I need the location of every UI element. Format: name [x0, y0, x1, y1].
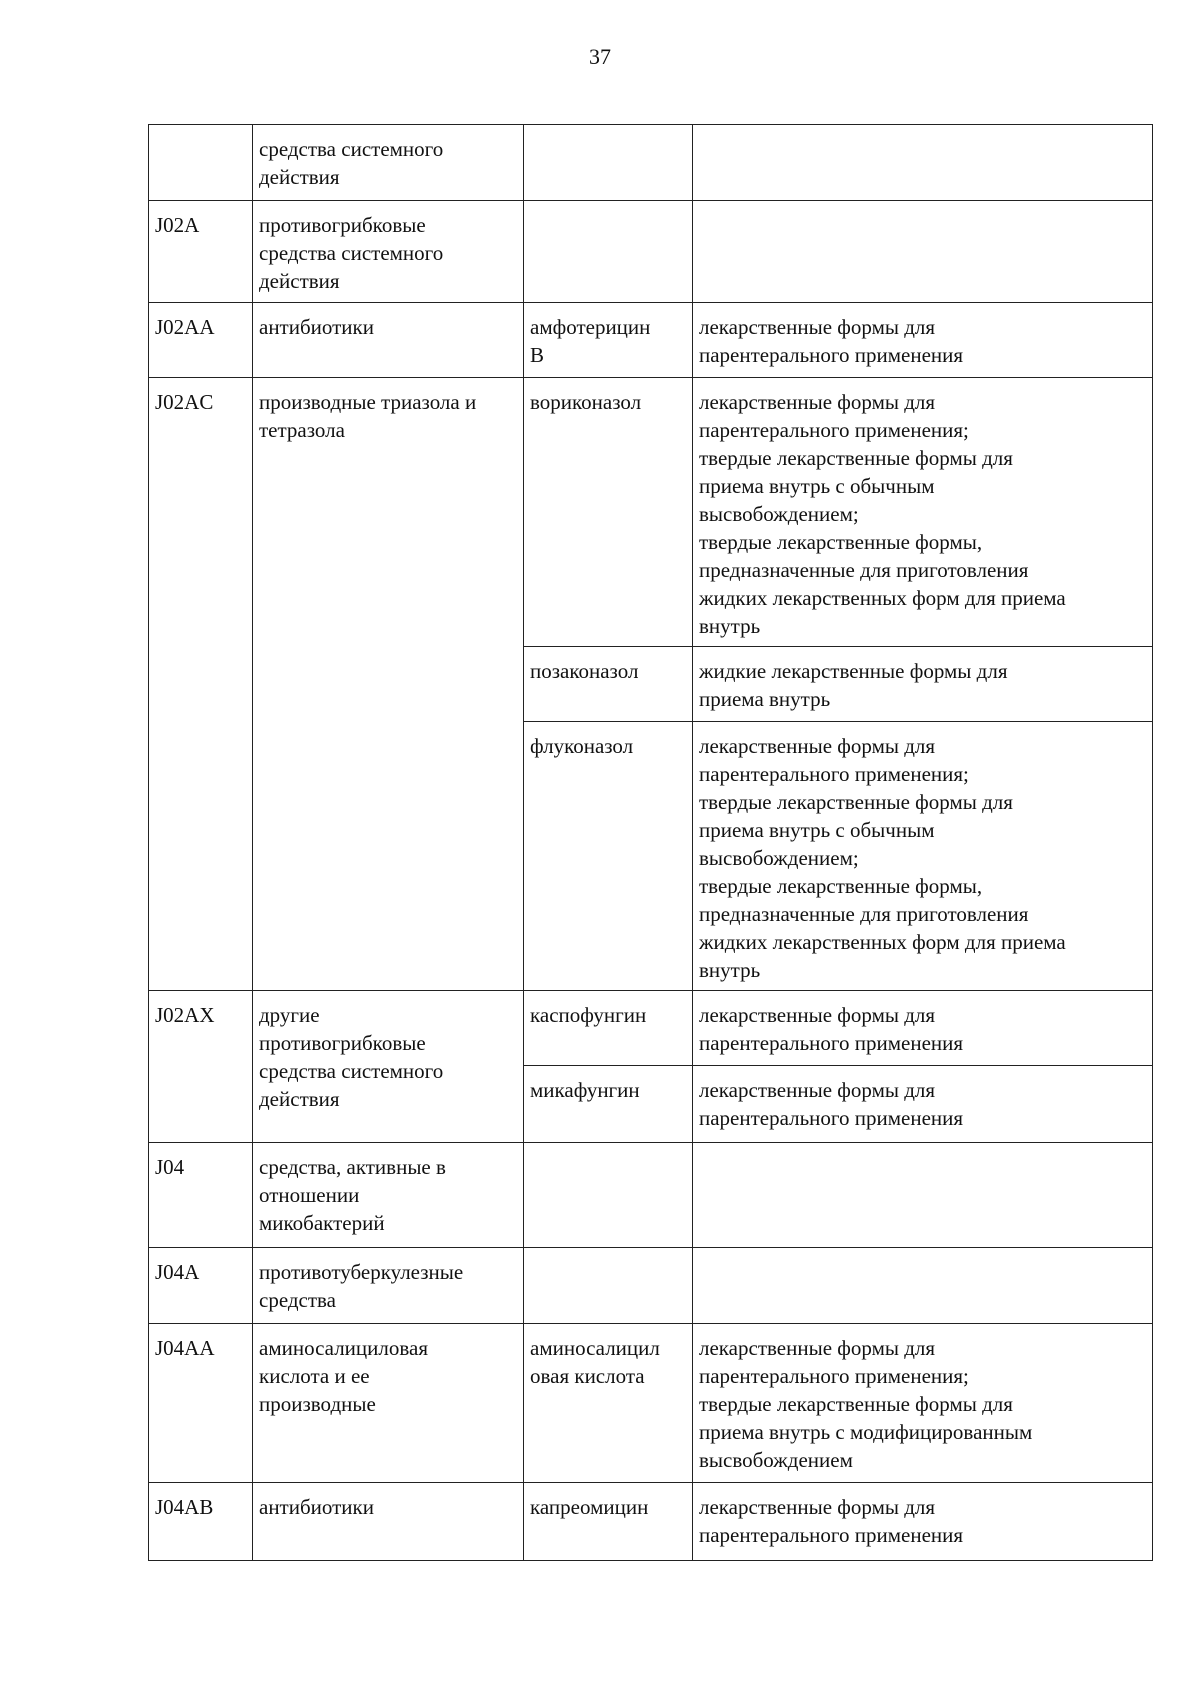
drug-name-cell: капреомицин: [524, 1483, 693, 1561]
atc-name-cell: антибиотики: [253, 1483, 524, 1561]
atc-name-cell: производные триазола и тетразола: [253, 378, 524, 991]
table-row: [149, 1483, 1153, 1561]
atc-code-cell: J04AA: [149, 1324, 253, 1483]
atc-name-cell: средства системного действия: [253, 125, 524, 201]
atc-name-cell: другие противогрибковые средства системного действия: [253, 991, 524, 1143]
table-row: [149, 1324, 1153, 1483]
drug-name-cell: аминосалицил овая кислота: [524, 1324, 693, 1483]
dosage-forms-cell: [693, 125, 1153, 201]
drug-name-cell: амфотерицин B: [524, 303, 693, 378]
dosage-forms-cell: [693, 1143, 1153, 1248]
drug-name-cell: [524, 125, 693, 201]
atc-code-cell: J02AC: [149, 378, 253, 991]
table-row: [149, 991, 1153, 1066]
atc-code-cell: J04: [149, 1143, 253, 1248]
table-row: [149, 303, 1153, 378]
drug-name-cell: [524, 1143, 693, 1248]
table-row: [149, 201, 1153, 303]
drug-name-cell: [524, 1248, 693, 1324]
page-number: 37: [589, 44, 611, 69]
drug-name-cell: каспофунгин: [524, 991, 693, 1066]
dosage-forms-cell: [693, 201, 1153, 303]
dosage-forms-cell: лекарственные формы для парентерального применения: [693, 1483, 1153, 1561]
atc-code-cell: J04A: [149, 1248, 253, 1324]
dosage-forms-cell: лекарственные формы для парентерального применения: [693, 303, 1153, 378]
table-row: [149, 1143, 1153, 1248]
drug-name-cell: позаконазол: [524, 647, 693, 722]
dosage-forms-cell: [693, 1248, 1153, 1324]
dosage-forms-cell: жидкие лекарственные формы для приема внутрь: [693, 647, 1153, 722]
atc-code-cell: J02A: [149, 201, 253, 303]
drug-name-cell: [524, 201, 693, 303]
atc-code-cell: J02AX: [149, 991, 253, 1143]
atc-name-cell: противотуберкулезные средства: [253, 1248, 524, 1324]
dosage-forms-cell: лекарственные формы для парентерального применения; твердые лекарственные формы для приема внутрь с обычным высвобождением; твердые лекарственные формы, предназначенные для приготовления жидких лекарственных форм для приема внутрь: [693, 378, 1153, 647]
atc-name-cell: средства, активные в отношении микобактерий: [253, 1143, 524, 1248]
atc-code-cell: J04AB: [149, 1483, 253, 1561]
atc-name-cell: противогрибковые средства системного действия: [253, 201, 524, 303]
atc-code-cell: [149, 125, 253, 201]
drug-name-cell: вориконазол: [524, 378, 693, 647]
table-row: [149, 1248, 1153, 1324]
dosage-forms-cell: лекарственные формы для парентерального применения; твердые лекарственные формы для приема внутрь с обычным высвобождением; твердые лекарственные формы, предназначенные для приготовления жидких лекарственных форм для приема внутрь: [693, 722, 1153, 991]
dosage-forms-cell: лекарственные формы для парентерального применения; твердые лекарственные формы для приема внутрь с модифицированным высвобождением: [693, 1324, 1153, 1483]
atc-code-cell: J02AA: [149, 303, 253, 378]
drug-table: [148, 124, 1153, 1561]
table-row: [149, 125, 1153, 201]
drug-name-cell: флуконазол: [524, 722, 693, 991]
dosage-forms-cell: лекарственные формы для парентерального применения: [693, 991, 1153, 1066]
atc-name-cell: антибиотики: [253, 303, 524, 378]
drug-name-cell: микафунгин: [524, 1066, 693, 1143]
dosage-forms-cell: лекарственные формы для парентерального применения: [693, 1066, 1153, 1143]
table-row: [149, 378, 1153, 647]
atc-name-cell: аминосалициловая кислота и ее производные: [253, 1324, 524, 1483]
